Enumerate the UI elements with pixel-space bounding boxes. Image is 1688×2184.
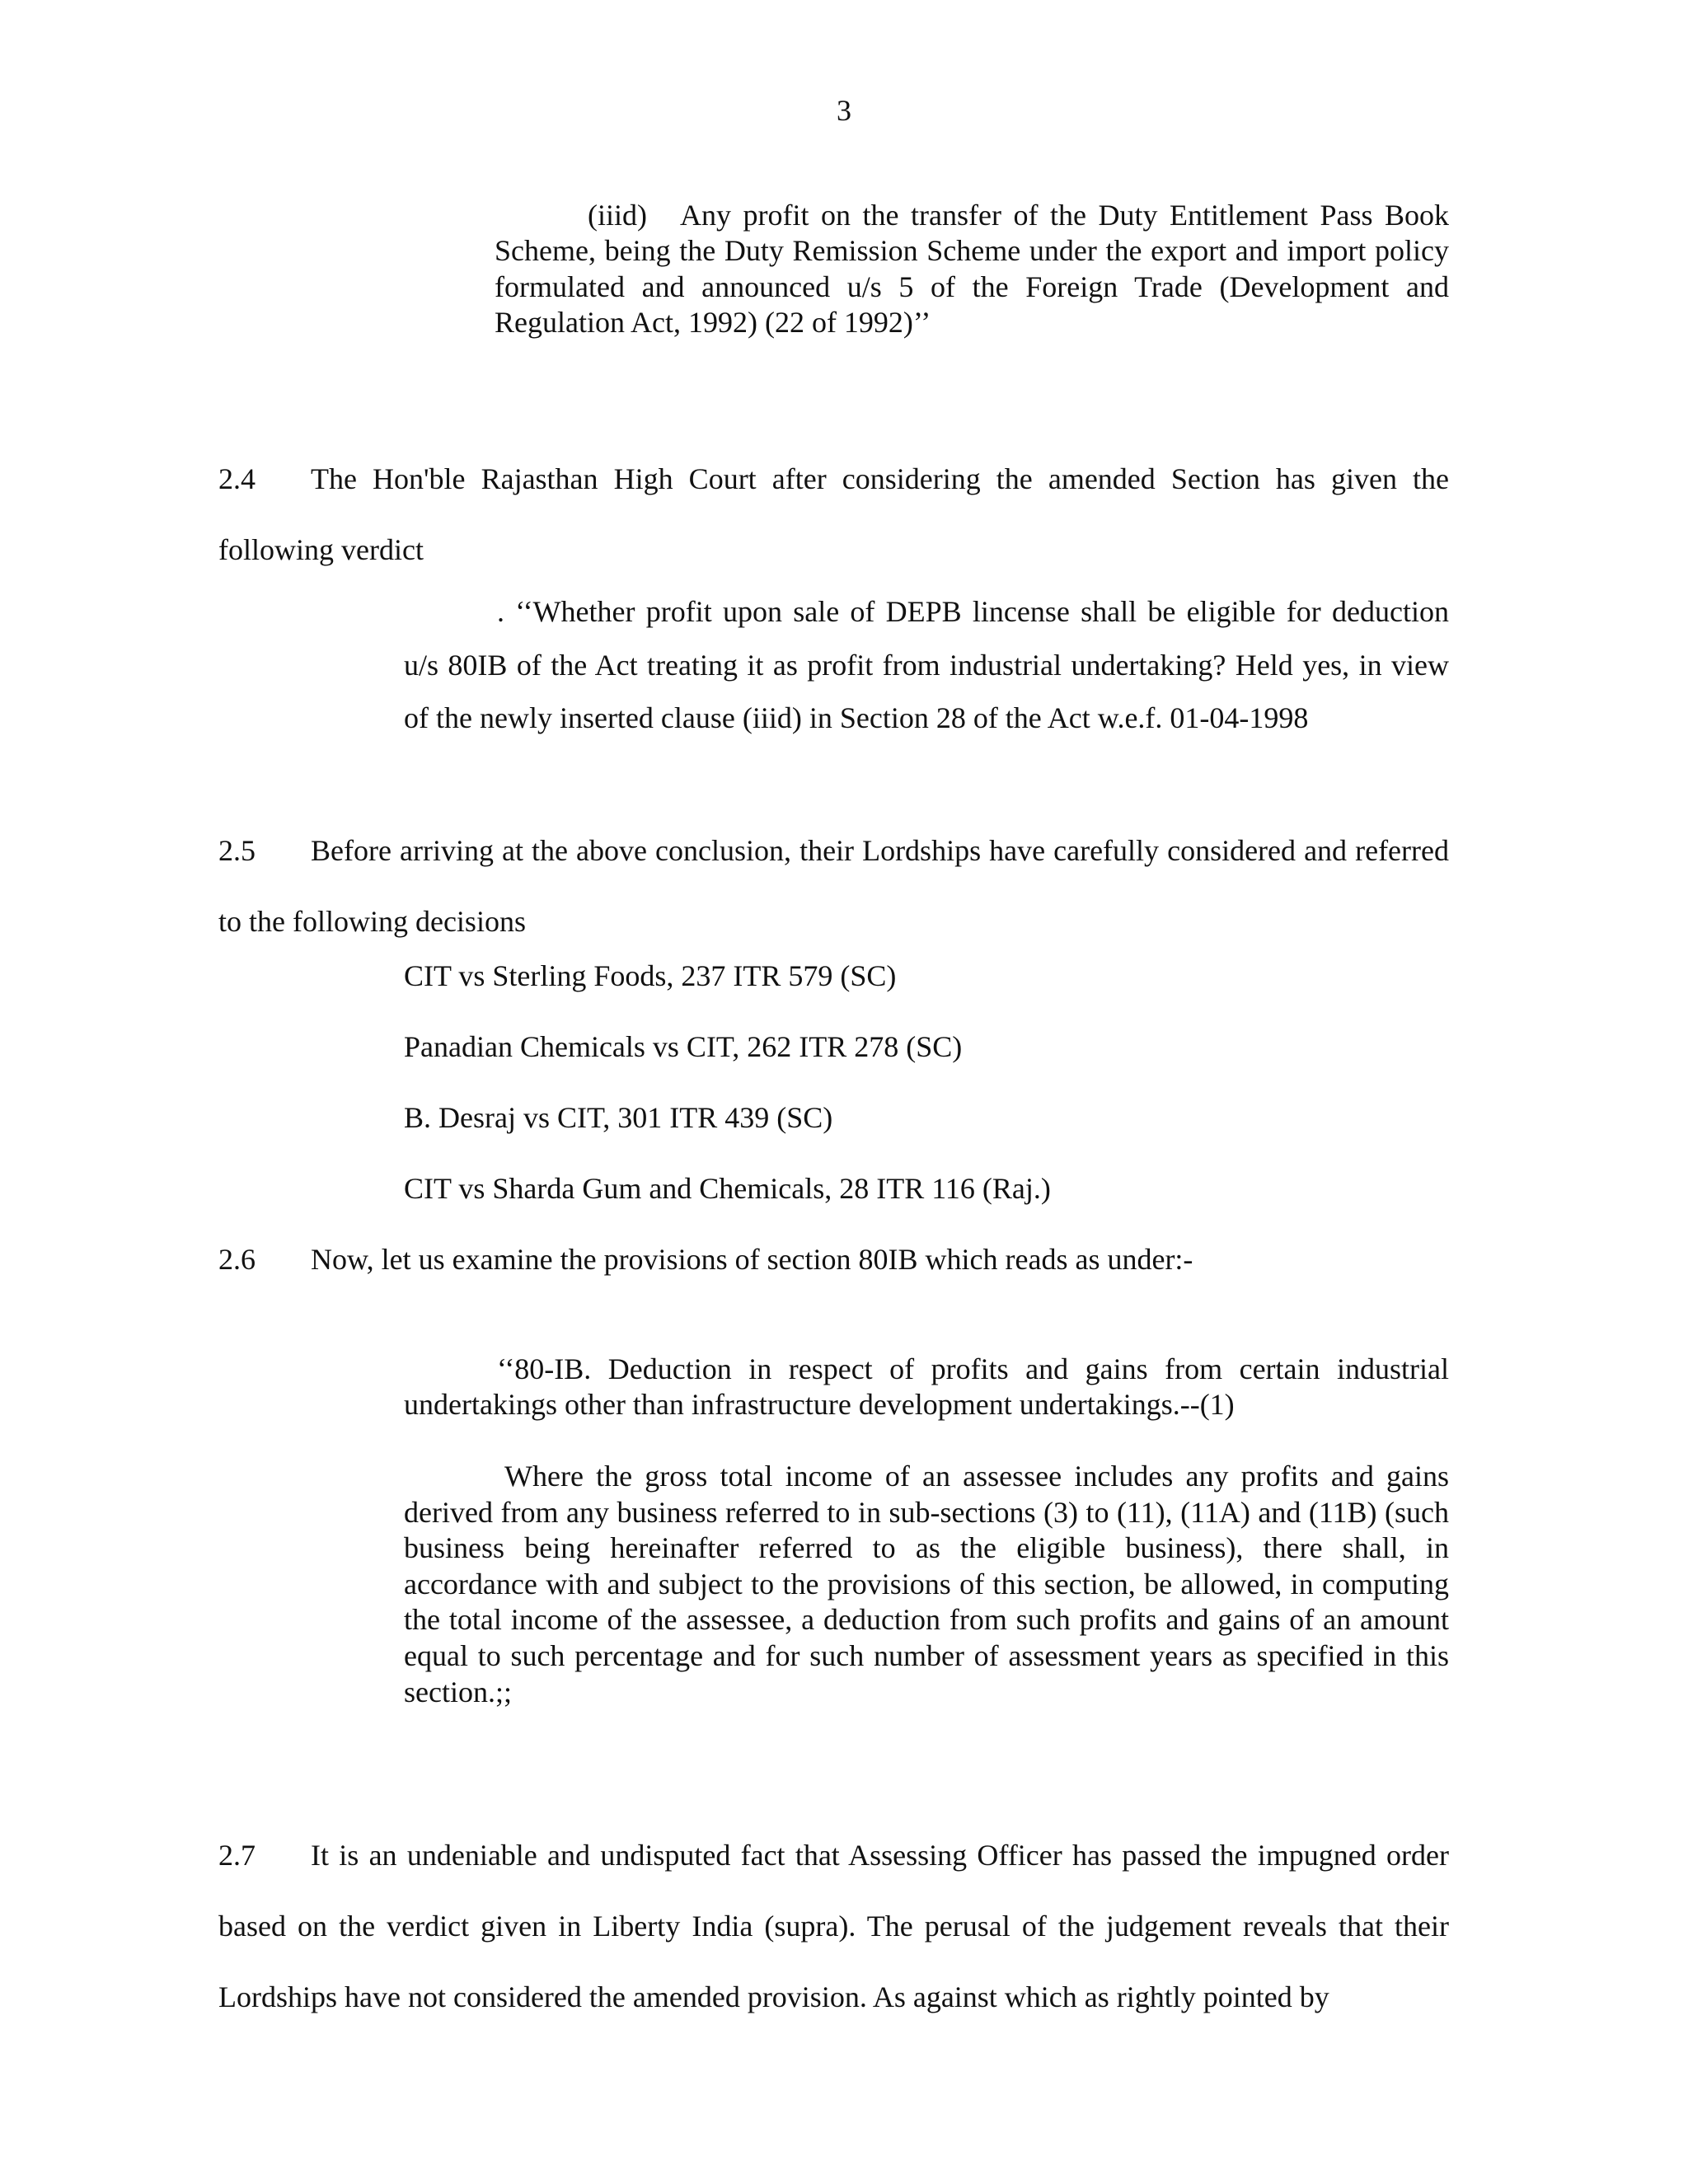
- paragraph-2-4: [218, 443, 1449, 585]
- quoted-clause-iiid: [495, 198, 1449, 340]
- paragraph-2-7: [218, 1820, 1449, 2032]
- decision-item: Panadian Chemicals vs CIT, 262 ITR 278 (SC): [404, 1030, 963, 1063]
- paragraph-text: Before arriving at the above conclusion, their Lordships have carefully considered and referred to the following decisions: [218, 834, 1449, 938]
- paragraph-text: It is an undeniable and undisputed fact that Assessing Officer has passed the impugned order based on the verdict given in Liberty India (supra). The perusal of the judgement reveals that their Lordships have not considered the amended provision. As against which as rightly pointed by: [218, 1839, 1449, 2013]
- paragraph-number: 2.6: [218, 1243, 256, 1276]
- section-heading-text: ‘‘80-IB. Deduction in respect of profits and gains from certain industrial undertakings other than infrastructure development undertakings.--(1): [404, 1352, 1449, 1422]
- page-number: 3: [837, 94, 851, 127]
- paragraph-text: Now, let us examine the provisions of section 80IB which reads as under:-: [311, 1243, 1193, 1276]
- paragraph-text: The Hon'ble Rajasthan High Court after considering the amended Section has given the following verdict: [218, 462, 1449, 566]
- verdict-text: . ‘‘Whether profit upon sale of DEPB lincense shall be eligible for deduction u/s 80IB of the Act treating it as profit from industrial undertaking? Held yes, in view of the newly inserted clause (iiid) in Section 28 of the Act w.e.f. 01-04-1998: [404, 595, 1449, 734]
- section-body-text: Where the gross total income of an assessee includes any profits and gains derived from any business referred to in sub-sections (3) to (11), (11A) and (11B) (such business being hereinafter referred to as the eligible business), there shall, in accordance with and subject to the provisions of this section, be allowed, in computing the total income of the assessee, a deduction from such profits and gains of an amount equal to such percentage and for such number of assessment years as specified in this section.;;: [404, 1460, 1449, 1708]
- paragraph-2-6: [218, 1241, 1193, 1277]
- section-80ib-body: [404, 1459, 1449, 1710]
- decision-item: CIT vs Sterling Foods, 237 ITR 579 (SC): [404, 959, 897, 992]
- paragraph-number: 2.7: [218, 1839, 256, 1872]
- clause-label: (iiid): [588, 199, 647, 232]
- paragraph-number: 2.4: [218, 462, 256, 495]
- verdict-quote: [404, 585, 1449, 745]
- paragraph-2-5: [218, 815, 1449, 957]
- paragraph-number: 2.5: [218, 834, 256, 867]
- decision-item: B. Desraj vs CIT, 301 ITR 439 (SC): [404, 1101, 833, 1134]
- decision-item: CIT vs Sharda Gum and Chemicals, 28 ITR 116 (Raj.): [404, 1172, 1051, 1205]
- clause-text: Any profit on the transfer of the Duty Entitlement Pass Book Scheme, being the Duty Remission Scheme under the export and import policy formulated and announced u/s 5 of the Foreign Trade (Development and Regulation Act, 1992) (22 of 1992)’’: [495, 199, 1449, 339]
- section-80ib-heading: [404, 1352, 1449, 1423]
